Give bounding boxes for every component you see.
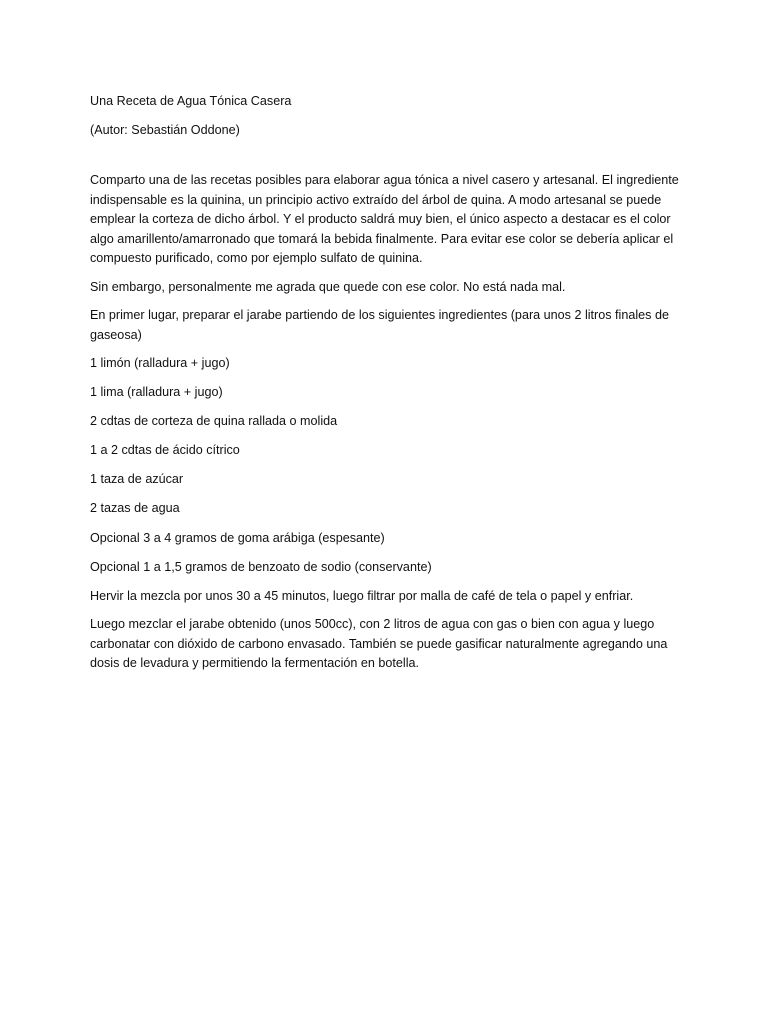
ingredient-item: 1 a 2 cdtas de ácido cítrico [90,443,240,458]
document-title: Una Receta de Agua Tónica Casera [90,94,292,108]
document-author: (Autor: Sebastián Oddone) [90,122,240,137]
ingredient-item: 1 lima (ralladura + jugo) [90,385,223,400]
document-body [90,92,690,674]
opinion-paragraph: Sin embargo, personalmente me agrada que quede con ese color. No está nada mal. [90,279,566,294]
final-step-paragraph: Luego mezclar el jarabe obtenido (unos 500cc), con 2 litros de agua con gas o bien con agua y luego carbonatar con dióxido de carbono envasado. También se puede gasificar naturalmente agregando una dosis de levadura y permitiendo la fermentación en botella. [90,617,668,671]
ingredient-item: Opcional 1 a 1,5 gramos de benzoato de sodio (conservante) [90,559,432,574]
intro-paragraph: Comparto una de las recetas posibles para elaborar agua tónica a nivel casero y artesanal. El ingrediente indispensable es la quinina, un principio activo extraído del árbol de quina. A modo artesanal se puede emplear la corteza de dicho árbol. Y el producto saldrá muy bien, el único aspecto a destacar es el color algo amarillento/amarronado que tomará la bebida finalmente. Para evitar ese color se debería aplicar el compuesto purificado, como por ejemplo sulfato de quinina. [90,173,679,265]
first-step-paragraph: En primer lugar, preparar el jarabe partiendo de los siguientes ingredientes (para unos 2 litros finales de gaseosa) [90,308,669,342]
ingredient-item: Opcional 3 a 4 gramos de goma arábiga (espesante) [90,530,385,545]
boil-step-paragraph: Hervir la mezcla por unos 30 a 45 minutos, luego filtrar por malla de café de tela o papel y enfriar. [90,588,634,603]
ingredient-item: 1 limón (ralladura + jugo) [90,356,230,370]
ingredient-item: 1 taza de azúcar [90,472,184,487]
ingredient-item: 2 tazas de agua [90,501,180,516]
ingredient-item: 2 cdtas de corteza de quina rallada o molida [90,414,338,429]
